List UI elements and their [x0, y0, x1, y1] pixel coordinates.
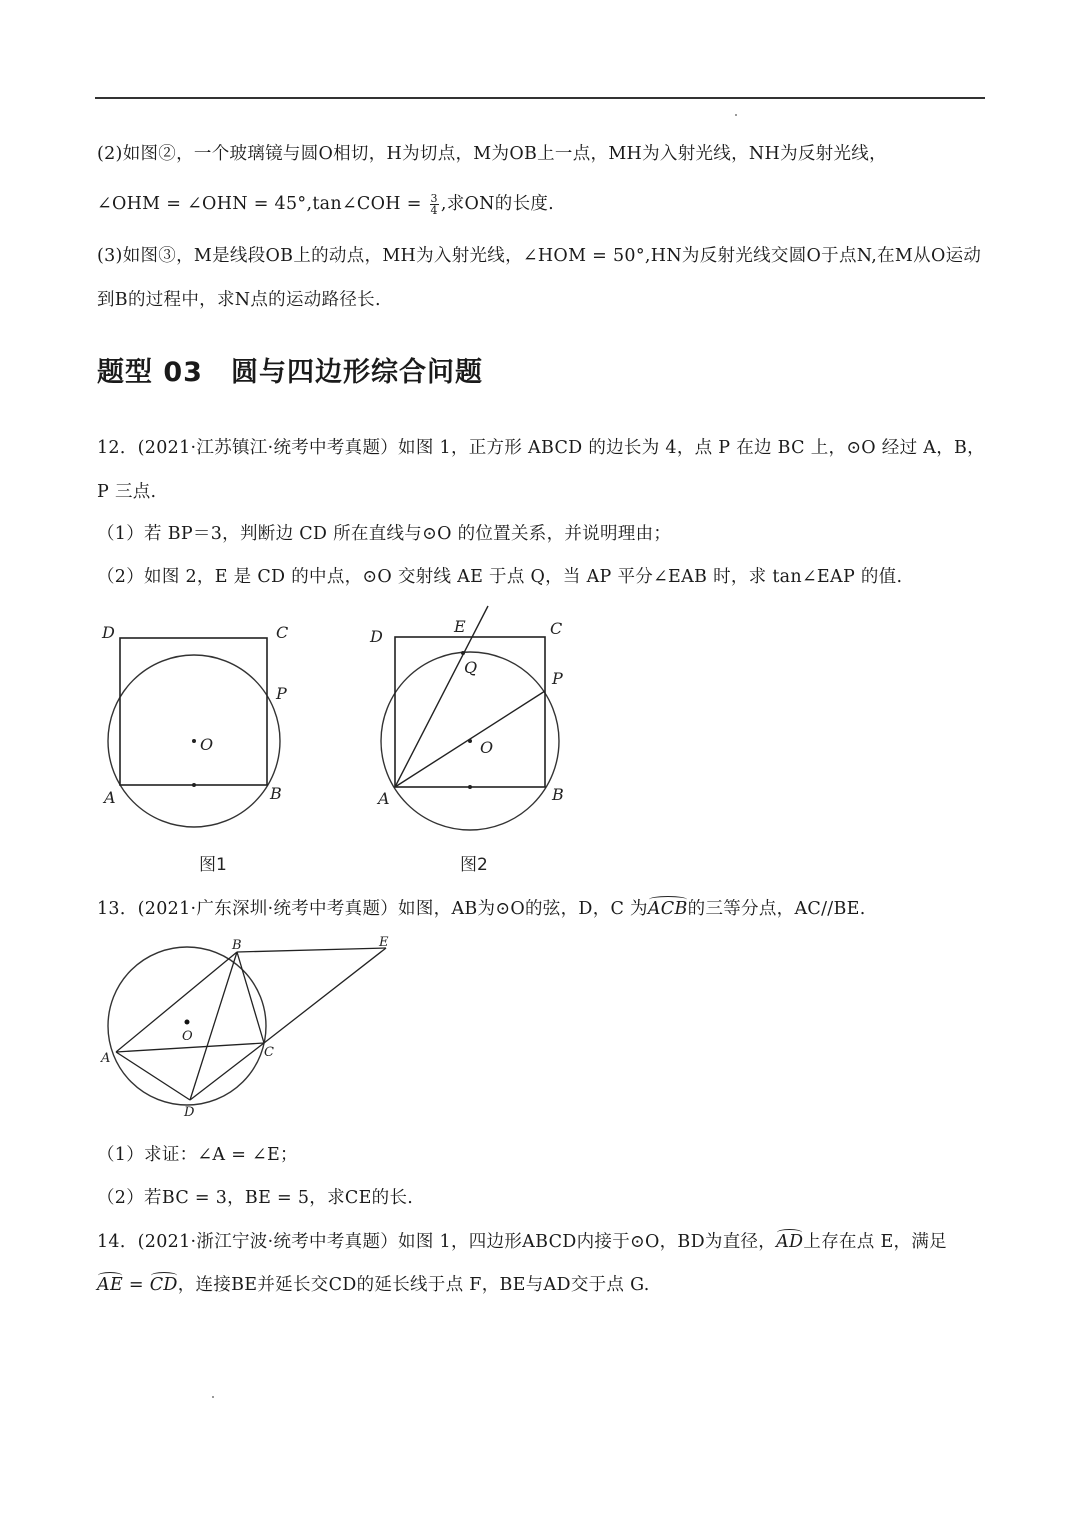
fig2-caption: 图2	[460, 855, 488, 875]
fig2-point-Q-dot	[461, 651, 465, 655]
q13-part2: （2）若BC = 3，BE = 5，求CE的长.	[97, 1188, 414, 1208]
arc-AE: AE	[97, 1275, 124, 1295]
arc-AD: AD	[776, 1232, 804, 1252]
fraction-numerator: 3	[430, 192, 438, 205]
q14-line2	[97, 1271, 650, 1296]
header-rule	[95, 97, 985, 99]
fig2-label-E: E	[454, 617, 466, 636]
figure-2	[360, 600, 590, 880]
q12-line1: 12．(2021·江苏镇江·统考中考真题）如图 1，正方形 ABCD 的边长为 4，点 P 在边 BC 上，⊙O 经过 A，B，	[97, 438, 985, 458]
q3-line1: (3)如图③，M是线段OB上的动点，MH为入射光线，∠HOM = 50°,HN为反射光线交圆O于点N,在M从O运动	[97, 246, 982, 266]
figure-1	[90, 610, 310, 880]
fig2-midpoint-dot	[468, 785, 472, 789]
q12-part1: （1）若 BP＝3，判断边 CD 所在直线与⊙O 的位置关系，并说明理由；	[97, 524, 672, 544]
q14-line1-tail: 上存在点 E，满足	[803, 1232, 947, 1252]
fig1-label-O: O	[200, 735, 214, 754]
fig2-ray-AE	[395, 606, 488, 787]
q13-segment-CE	[264, 948, 386, 1043]
q3-line2: 到B的过程中，求N点的运动路径长.	[97, 290, 381, 310]
fig1-label-D: D	[102, 623, 115, 642]
q12-line2: P 三点.	[97, 482, 157, 502]
fig2-label-B: B	[552, 785, 564, 804]
fig1-center-dot	[192, 739, 196, 743]
q13-label-O: O	[182, 1029, 193, 1044]
q13-chord-BD	[190, 952, 237, 1100]
q13-label-A: A	[101, 1051, 111, 1066]
fraction	[430, 193, 439, 216]
fig1-label-P: P	[276, 684, 287, 703]
q14-line1-text: 14．(2021·浙江宁波·统考中考真题）如图 1，四边形ABCD内接于⊙O，BD为直径，	[97, 1232, 777, 1252]
q13-center-dot	[185, 1020, 190, 1025]
q13-part1: （1）求证：∠A = ∠E；	[97, 1145, 298, 1165]
fig2-label-Q: Q	[464, 658, 478, 677]
q13-line1-text: 13．(2021·广东深圳·统考中考真题）如图，AB为⊙O的弦，D，C 为	[97, 899, 648, 919]
section-heading: 题型 03 圆与四边形综合问题	[97, 357, 483, 388]
q13-label-B: B	[232, 938, 242, 953]
fraction-denominator: 4	[430, 204, 438, 217]
arc-ACB: ACB	[647, 899, 688, 919]
q13-label-D: D	[184, 1105, 195, 1120]
q2-line2-text: ∠OHM = ∠OHN = 45°,tan∠COH =	[97, 194, 428, 214]
q13-line1	[97, 895, 866, 920]
scan-speck	[212, 1396, 214, 1398]
fig1-label-B: B	[270, 784, 282, 803]
q2-line1: (2)如图②，一个玻璃镜与圆O相切，H为切点，M为OB上一点，MH为入射光线，NH为反射光线，	[97, 144, 887, 164]
figure-q13	[98, 930, 398, 1125]
fig1-midpoint-dot	[192, 783, 196, 787]
fig2-label-A: A	[378, 789, 390, 808]
q13-label-E: E	[379, 935, 389, 950]
q14-line2-tail: ，连接BE并延长交CD的延长线于点 F，BE与AD交于点 G.	[177, 1275, 650, 1295]
arc-CD: CD	[149, 1275, 178, 1295]
fig2-label-O: O	[480, 738, 494, 757]
q2-line2	[97, 190, 554, 216]
fig2-center-dot	[468, 739, 472, 743]
q14-equals: =	[123, 1275, 150, 1295]
q13-chord-AC	[116, 1043, 264, 1052]
scan-speck	[735, 114, 737, 116]
q14-line1	[97, 1228, 947, 1253]
q13-label-C: C	[264, 1045, 274, 1060]
q2-line2-tail: ,求ON的长度.	[440, 194, 555, 214]
fig2-label-C: C	[550, 619, 563, 638]
fig1-square	[120, 638, 267, 785]
fig1-label-A: A	[104, 788, 116, 807]
q13-chord-AD	[116, 1052, 190, 1100]
fig2-label-D: D	[370, 627, 383, 646]
fig1-label-C: C	[276, 623, 289, 642]
q12-part2: （2）如图 2，E 是 CD 的中点，⊙O 交射线 AE 于点 Q，当 AP 平分∠EAB 时，求 tan∠EAP 的值.	[97, 567, 903, 587]
fig2-label-P: P	[552, 669, 563, 688]
q13-chord-DC	[190, 1043, 264, 1100]
q13-line1-tail: 的三等分点，AC//BE.	[687, 899, 866, 919]
fig1-caption: 图1	[199, 855, 227, 875]
q13-segment-BE	[237, 948, 386, 952]
